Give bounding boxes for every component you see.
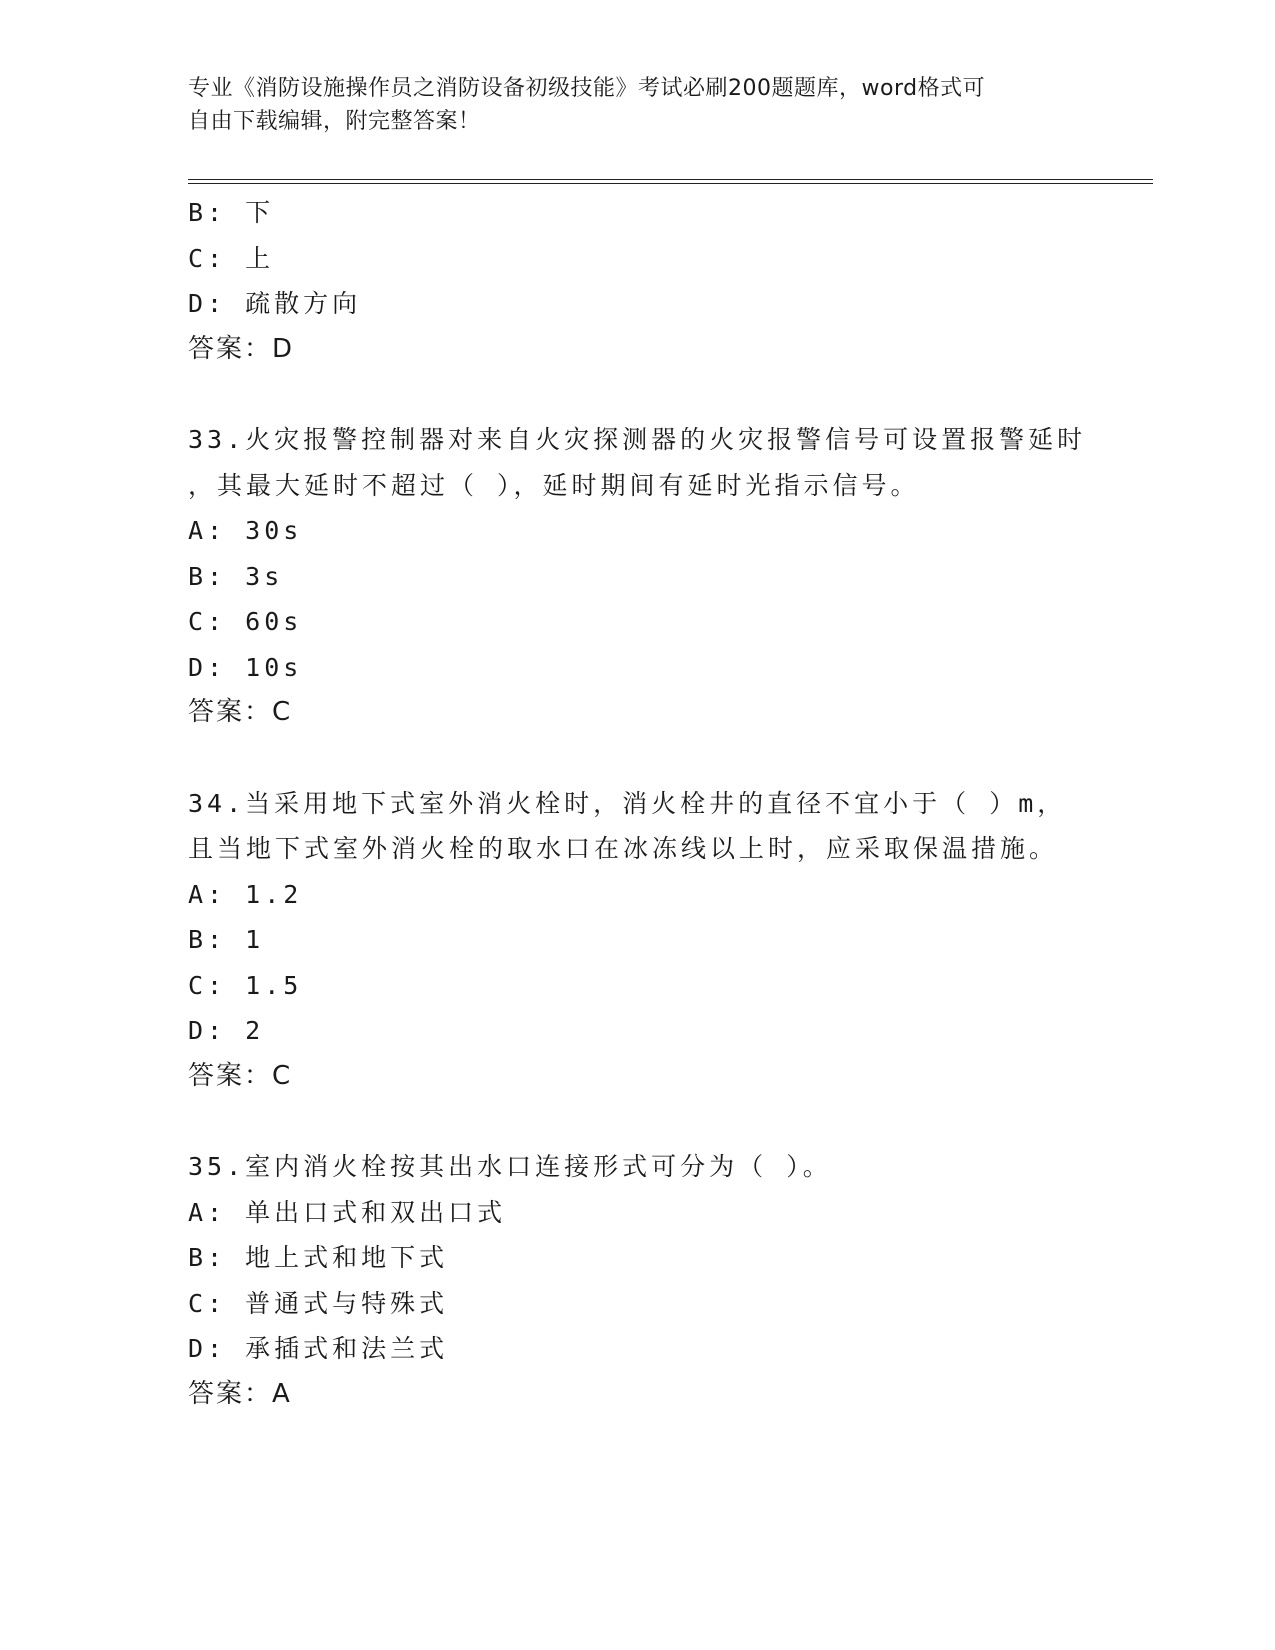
header-divider-bottom	[188, 183, 1153, 184]
question-text-line-1: 33.火灾报警控制器对来自火灾探测器的火灾报警信号可设置报警延时	[188, 425, 1087, 454]
header-line-2: 自由下载编辑，附完整答案！	[188, 109, 481, 134]
answer: 答案：C	[188, 697, 293, 727]
option-d: D: 10s	[188, 652, 303, 682]
option-a: A: 1.2	[188, 879, 303, 909]
option-d: D: 疏散方向	[188, 289, 362, 318]
spacer	[188, 736, 1088, 781]
option-c: C: 上	[188, 243, 275, 273]
option-c: C: 1.5	[188, 970, 303, 1000]
header-line-1: 专业《消防设施操作员之消防设备初级技能》考试必刷200题题库，word格式可	[188, 76, 986, 101]
question-text-line-2: 且当地下式室外消火栓的取水口在冰冻线以上时，应采取保温措施。	[188, 834, 1059, 863]
question-text-line-2: ，其最大延时不超过（ ），延时期间有延时光指示信号。	[188, 470, 920, 500]
question-35	[188, 1144, 1088, 1417]
spacer	[188, 1099, 1088, 1144]
answer: 答案：A	[188, 1378, 292, 1409]
option-b: B: 3s	[188, 561, 284, 591]
option-a: A: 单出口式和双出口式	[188, 1197, 507, 1227]
option-a: A: 30s	[188, 516, 303, 545]
option-d: D: 承插式和法兰式	[188, 1334, 449, 1363]
question-34	[188, 781, 1088, 1100]
question-text-line-1: 35.室内消火栓按其出水口连接形式可分为（ ）。	[188, 1152, 832, 1181]
option-c: C: 60s	[188, 607, 303, 636]
option-b: B: 地上式和地下式	[188, 1243, 449, 1272]
option-b: B: 1	[188, 925, 265, 954]
answer: 答案：C	[188, 1060, 293, 1091]
option-b: B: 下	[188, 198, 275, 227]
question-content	[188, 190, 1088, 1417]
spacer	[188, 372, 1088, 417]
option-d: D: 2	[188, 1016, 265, 1045]
answer: 答案：D	[188, 333, 295, 364]
continued-question	[188, 190, 1088, 372]
page-header	[188, 72, 1088, 138]
header-divider-top	[188, 179, 1153, 180]
question-text-line-1: 34.当采用地下式室外消火栓时，消火栓井的直径不宜小于（ ）m，	[188, 788, 1067, 818]
option-c: C: 普通式与特殊式	[188, 1288, 449, 1318]
question-33	[188, 417, 1088, 736]
